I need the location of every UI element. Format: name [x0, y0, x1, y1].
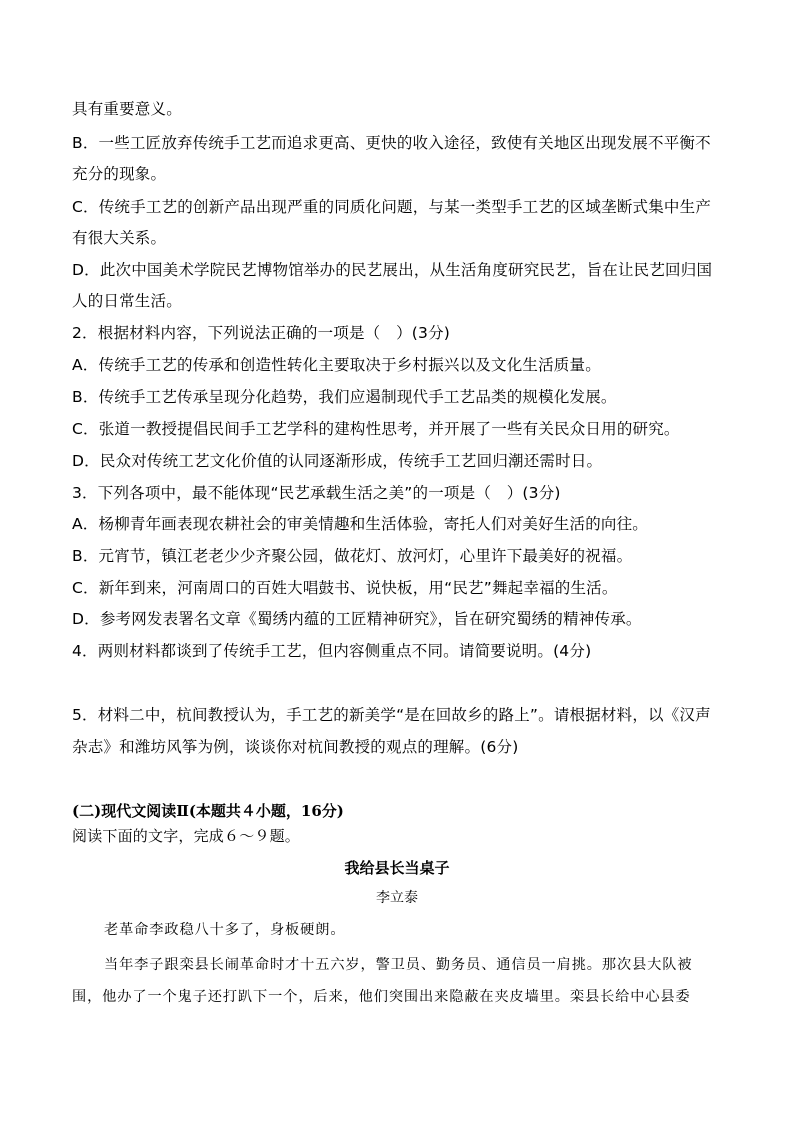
section-instruction: 阅读下面的文字，完成６～９题。 — [72, 827, 301, 845]
q1-option-b-line2: 充分的现象。 — [72, 165, 167, 183]
q5-line2: 杂志》和潍坊风筝为例，谈谈你对杭间教授的观点的理解。(6分) — [72, 738, 519, 756]
q3-option-d: D．参考网发表署名文章《蜀绣内蕴的工匠精神研究》，旨在研究蜀绣的精神传承。 — [72, 610, 642, 628]
q3-option-b: B．元宵节，镇江老老少少齐聚公园，做花灯、放河灯，心里许下最美好的祝福。 — [72, 547, 633, 565]
q2-option-d: D．民众对传统工艺文化价值的认同逐渐形成，传统手工艺回归潮还需时日。 — [72, 452, 603, 470]
story-title: 我给县长当桌子 — [344, 859, 450, 877]
q1-option-d-line2: 人的日常生活。 — [72, 292, 182, 310]
q2-stem: 2．根据材料内容，下列说法正确的一项是（ ）(3分) — [72, 324, 451, 342]
q1-option-d-line1: D．此次中国美术学院民艺博物馆举办的民艺展出，从生活角度研究民艺，旨在让民艺回归国 — [72, 261, 713, 279]
q1-option-b-line1: B．一些工匠放弃传统手工艺而追求更高、更快的收入途径，致使有关地区出现发展不平衡不 — [72, 134, 711, 152]
story-paragraph-2-line1: 当年李子跟栾县长闹革命时才十五六岁，警卫员、勤务员、通信员一肩挑。那次县大队被 — [104, 957, 693, 973]
q1-option-a-tail: 具有重要意义。 — [72, 100, 182, 118]
q5-line1: 5．材料二中，杭间教授认为，手工艺的新美学“是在回故乡的路上”。请根据材料，以《汉声 — [72, 706, 711, 724]
q1-option-c-line1: C．传统手工艺的创新产品出现严重的同质化问题，与某一类型手工艺的区域垄断式集中生产 — [72, 198, 712, 216]
q2-option-b: B．传统手工艺传承呈现分化趋势，我们应遏制现代手工艺品类的规模化发展。 — [72, 388, 617, 406]
q3-option-a: A．杨柳青年画表现农耕社会的审美情趣和生活体验，寄托人们对美好生活的向往。 — [72, 515, 649, 533]
q1-option-c-line2: 有很大关系。 — [72, 229, 167, 247]
q4-stem: 4．两则材料都谈到了传统手工艺，但内容侧重点不同。请简要说明。(4分) — [72, 642, 592, 660]
q2-option-a: A．传统手工艺的传承和创造性转化主要取决于乡村振兴以及文化生活质量。 — [72, 356, 601, 374]
q3-stem: 3．下列各项中，最不能体现“民艺承载生活之美”的一项是（ ）(3分) — [72, 484, 561, 502]
q2-option-c: C．张道一教授提倡民间手工艺学科的建构性思考，并开展了一些有关民众日用的研究。 — [72, 420, 680, 438]
story-paragraph-1: 老革命李政稳八十多了，身板硬朗。 — [104, 922, 346, 938]
section-heading: (二)现代文阅读Ⅱ(本题共４小题，16分) — [72, 802, 344, 820]
story-paragraph-2-line2: 围，他办了一个鬼子还打趴下一个，后来，他们突围出来隐蔽在夹皮墙里。栾县长给中心县委 — [72, 989, 691, 1005]
story-author: 李立泰 — [376, 890, 418, 906]
q3-option-c: C．新年到来，河南周口的百姓大唱鼓书、说快板，用“民艺”舞起幸福的生活。 — [72, 579, 618, 597]
